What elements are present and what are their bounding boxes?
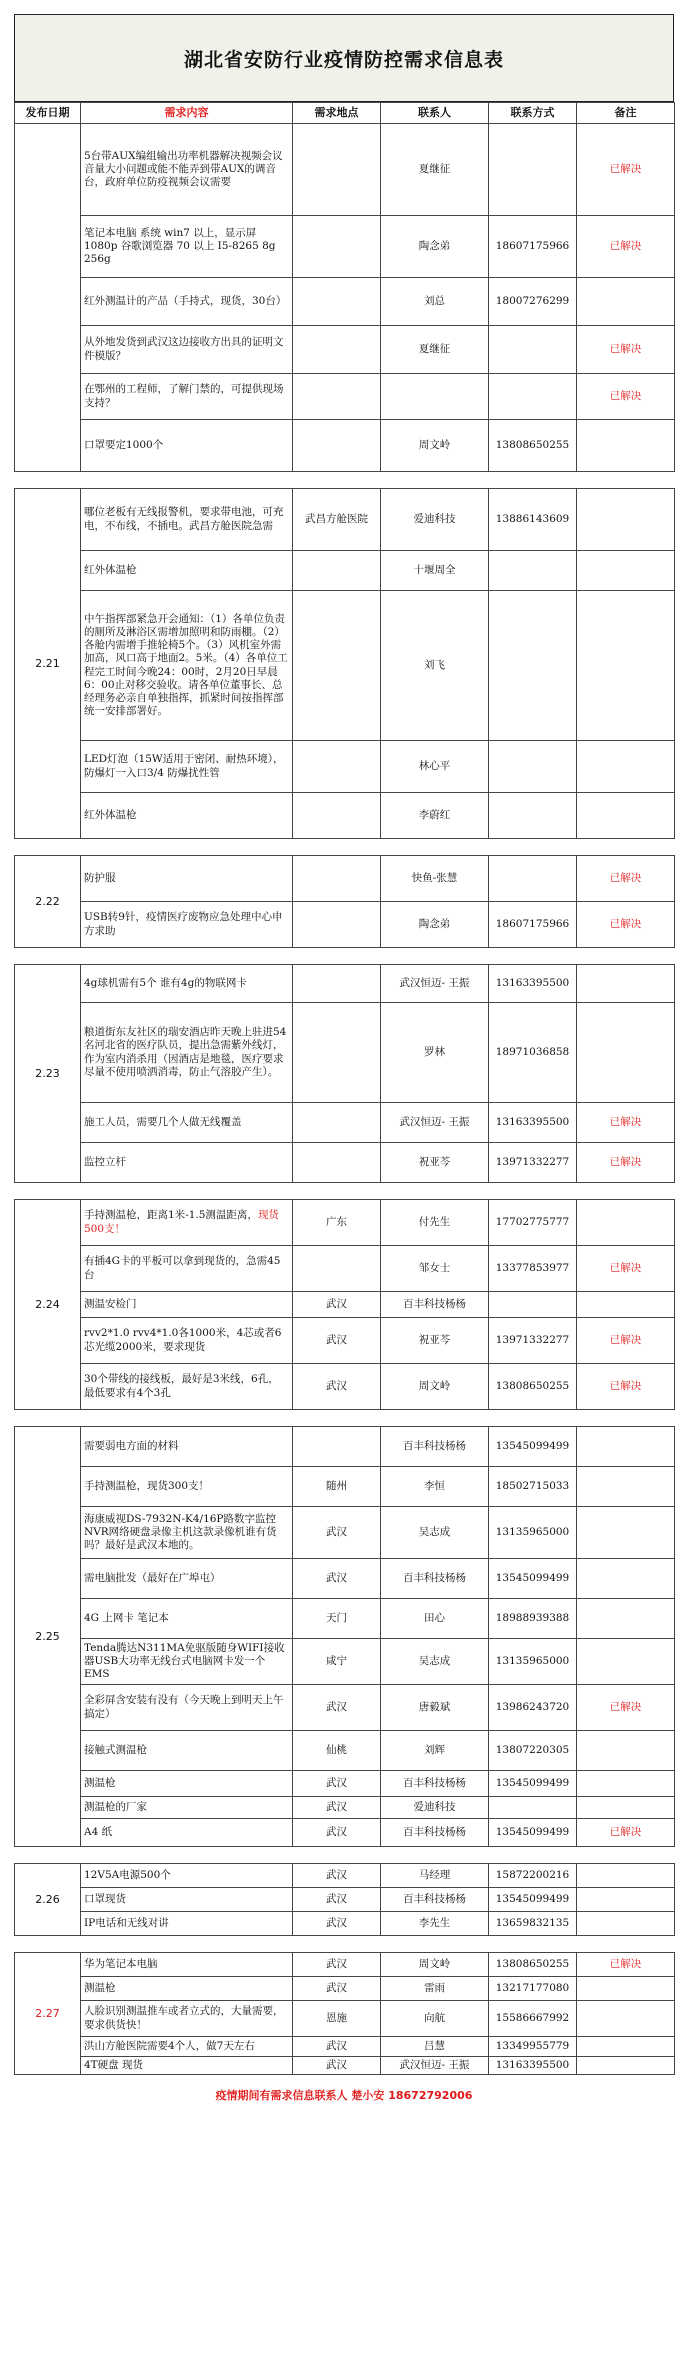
- footer-table: [14, 2075, 674, 2117]
- demand-place: 武汉: [293, 1685, 381, 1731]
- demand-content: 防护服: [81, 856, 293, 902]
- contact-person: 李蔚红: [381, 793, 489, 839]
- demand-content: 测温枪的厂家: [81, 1797, 293, 1819]
- demand-content: 12V5A电源500个: [81, 1864, 293, 1888]
- status-note: [577, 1797, 675, 1819]
- demand-place: [293, 420, 381, 472]
- demand-content: 红外体温枪: [81, 551, 293, 591]
- demand-content: 5台带AUX编组输出功率机器解决视频会议音量大小问题或能不能弄到带AUX的调音台，政府单位防疫视频会议需要: [81, 124, 293, 216]
- status-note: [577, 489, 675, 551]
- contact-person: 武汉恒迈- 王振: [381, 2057, 489, 2075]
- demand-content: IP电话和无线对讲: [81, 1912, 293, 1936]
- contact-person: 爱迪科技: [381, 489, 489, 551]
- contact-person: 邹女士: [381, 1246, 489, 1292]
- header-contact: 联系人: [381, 103, 489, 124]
- header-row: [15, 103, 675, 124]
- contact-phone: 17702775777: [489, 1200, 577, 1246]
- contact-phone: 13135965000: [489, 1507, 577, 1559]
- status-note: 已解决: [577, 1103, 675, 1143]
- demand-content: 4G 上网卡 笔记本: [81, 1599, 293, 1639]
- table-row: [15, 1771, 675, 1797]
- table-row: [15, 1888, 675, 1912]
- contact-phone: 18007276299: [489, 278, 577, 326]
- status-note: [577, 1507, 675, 1559]
- demand-content: 需电脑批发（最好在广埠屯）: [81, 1559, 293, 1599]
- table-row: [15, 1912, 675, 1936]
- status-note: [577, 1467, 675, 1507]
- header-date: 发布日期: [15, 103, 81, 124]
- demand-content: 30个带线的接线板，最好是3米线，6孔，最低要求有4个3孔: [81, 1364, 293, 1410]
- contact-phone: 13545099499: [489, 1771, 577, 1797]
- contact-person: 百丰科技杨杨: [381, 1771, 489, 1797]
- table-row: [15, 1639, 675, 1685]
- contact-phone: 13135965000: [489, 1639, 577, 1685]
- contact-person: 陶念弟: [381, 902, 489, 948]
- demand-place: [293, 902, 381, 948]
- demand-place: [293, 551, 381, 591]
- contact-phone: 13971332277: [489, 1143, 577, 1183]
- page-title: 湖北省安防行业疫情防控需求信息表: [14, 14, 674, 102]
- status-note: [577, 1771, 675, 1797]
- contact-person: 周文岭: [381, 420, 489, 472]
- status-note: [577, 793, 675, 839]
- demand-content: 红外体温枪: [81, 793, 293, 839]
- demand-place: [293, 1103, 381, 1143]
- table-row: [15, 965, 675, 1003]
- contact-person: 雷雨: [381, 1977, 489, 2001]
- contact-phone: 13971332277: [489, 1318, 577, 1364]
- demand-place: 武汉: [293, 1797, 381, 1819]
- table-body: [15, 124, 675, 2075]
- contact-person: 唐毅斌: [381, 1685, 489, 1731]
- demand-content: 4T硬盘 现货: [81, 2057, 293, 2075]
- publish-date: 2.21: [15, 489, 81, 839]
- table-row: [15, 1200, 675, 1246]
- status-note: [577, 1200, 675, 1246]
- contact-phone: 13886143609: [489, 489, 577, 551]
- header-note: 备注: [577, 103, 675, 124]
- contact-person: 百丰科技杨杨: [381, 1888, 489, 1912]
- status-note: 已解决: [577, 856, 675, 902]
- group-gap: [15, 948, 675, 965]
- table-row: [15, 1507, 675, 1559]
- demand-content: rvv2*1.0 rvv4*1.0各1000米，4芯或者6芯光缆2000米，要求现货: [81, 1318, 293, 1364]
- status-note: [577, 278, 675, 326]
- status-note: [577, 1731, 675, 1771]
- status-note: 已解决: [577, 1246, 675, 1292]
- contact-person: 百丰科技杨杨: [381, 1292, 489, 1318]
- demand-content: 中午指挥部紧急开会通知：（1）各单位负责的厕所及淋浴区需增加照明和防雨棚。（2）各舱内需增手推轮椅5个。（3）风机室外需加高，风口高于地面2。5米。（4）各单位工程完工时间今晚24：00时，2月20日早晨6：00止对移交验收。请各单位董事长、总经理务必亲自单独指挥，抓紧时间按指挥部统一安排部署好。: [81, 591, 293, 741]
- publish-date: [15, 124, 81, 472]
- status-note: 已解决: [577, 1318, 675, 1364]
- table-row: [15, 278, 675, 326]
- header-phone: 联系方式: [489, 103, 577, 124]
- demand-content: 需要弱电方面的材料: [81, 1427, 293, 1467]
- demand-content-text: 手持测温枪，距离1米-1.5测温距离，: [84, 1209, 258, 1222]
- table-row: [15, 2037, 675, 2057]
- demand-place: 武汉: [293, 1888, 381, 1912]
- demand-place: 恩施: [293, 2001, 381, 2037]
- group-gap: [15, 1936, 675, 1953]
- status-note: [577, 2037, 675, 2057]
- demand-content: [81, 1200, 293, 1246]
- contact-person: 爱迪科技: [381, 1797, 489, 1819]
- contact-person: 吕慧: [381, 2037, 489, 2057]
- contact-person: 夏继征: [381, 326, 489, 374]
- contact-phone: 13545099499: [489, 1888, 577, 1912]
- demand-place: [293, 374, 381, 420]
- contact-phone: 13163395500: [489, 2057, 577, 2075]
- status-note: 已解决: [577, 1819, 675, 1847]
- status-note: 已解决: [577, 326, 675, 374]
- status-note: [577, 1639, 675, 1685]
- header-place: 需求地点: [293, 103, 381, 124]
- table-row: [15, 793, 675, 839]
- status-note: [577, 1559, 675, 1599]
- table-row: [15, 216, 675, 278]
- status-note: [577, 1864, 675, 1888]
- status-note: 已解决: [577, 374, 675, 420]
- demand-place: 随州: [293, 1467, 381, 1507]
- publish-date: 2.23: [15, 965, 81, 1183]
- table-row: [15, 1797, 675, 1819]
- status-note: [577, 591, 675, 741]
- demand-place: [293, 1143, 381, 1183]
- contact-phone: 15586667992: [489, 2001, 577, 2037]
- demand-place: 武汉: [293, 1364, 381, 1410]
- footer-contact: 疫情期间有需求信息联系人 楚小安 18672792006: [215, 2089, 473, 2103]
- demand-content: 监控立杆: [81, 1143, 293, 1183]
- table-row: [15, 591, 675, 741]
- table-row: [15, 1427, 675, 1467]
- contact-person: [381, 374, 489, 420]
- contact-phone: [489, 591, 577, 741]
- demand-place: 武汉: [293, 2057, 381, 2075]
- status-note: 已解决: [577, 902, 675, 948]
- table-row: [15, 124, 675, 216]
- contact-phone: 13217177080: [489, 1977, 577, 2001]
- header-content: 需求内容: [81, 103, 293, 124]
- contact-phone: [489, 374, 577, 420]
- demand-content: 接触式测温枪: [81, 1731, 293, 1771]
- table-row: [15, 1819, 675, 1847]
- publish-date: 2.26: [15, 1864, 81, 1936]
- contact-person: 祝亚芩: [381, 1318, 489, 1364]
- demand-content: 口罩要定1000个: [81, 420, 293, 472]
- demand-place: 武汉: [293, 2037, 381, 2057]
- contact-person: 罗林: [381, 1003, 489, 1103]
- contact-person: 十堰周全: [381, 551, 489, 591]
- contact-phone: 13808650255: [489, 1953, 577, 1977]
- table-row: [15, 1292, 675, 1318]
- contact-phone: [489, 741, 577, 793]
- status-note: 已解决: [577, 216, 675, 278]
- demand-content: 测温安检门: [81, 1292, 293, 1318]
- table-row: [15, 1864, 675, 1888]
- contact-phone: 13545099499: [489, 1559, 577, 1599]
- table-row: [15, 1318, 675, 1364]
- contact-phone: 13807220305: [489, 1731, 577, 1771]
- contact-person: 付先生: [381, 1200, 489, 1246]
- contact-person: 吴志成: [381, 1507, 489, 1559]
- status-note: [577, 1292, 675, 1318]
- status-note: 已解决: [577, 124, 675, 216]
- table-row: [15, 489, 675, 551]
- table-row: [15, 1685, 675, 1731]
- table-row: [15, 1143, 675, 1183]
- demand-place: [293, 1003, 381, 1103]
- demand-content: 海康威视DS-7932N-K4/16P路数字监控NVR网络硬盘录像主机这款录像机谁有货吗？最好是武汉本地的。: [81, 1507, 293, 1559]
- demand-place: 武汉: [293, 1953, 381, 1977]
- contact-phone: 18607175966: [489, 216, 577, 278]
- demand-place: 武汉: [293, 1977, 381, 2001]
- demand-content: 测温枪: [81, 1771, 293, 1797]
- contact-phone: 15872200216: [489, 1864, 577, 1888]
- demand-place: [293, 965, 381, 1003]
- demand-content: Tenda腾达N311MA免驱版随身WIFI接收器USB大功率无线台式电脑网卡发一个EMS: [81, 1639, 293, 1685]
- demand-place: 武汉: [293, 1912, 381, 1936]
- contact-person: 百丰科技杨杨: [381, 1819, 489, 1847]
- demand-place: 武汉: [293, 1292, 381, 1318]
- demand-content: 洪山方舱医院需要4个人，做7天左右: [81, 2037, 293, 2057]
- contact-person: 快鱼-张慧: [381, 856, 489, 902]
- table-row: [15, 1246, 675, 1292]
- demand-content: 全彩屏含安装有没有（今天晚上到明天上午搞定）: [81, 1685, 293, 1731]
- demand-content: A4 纸: [81, 1819, 293, 1847]
- table-row: [15, 326, 675, 374]
- status-note: 已解决: [577, 1953, 675, 1977]
- group-gap: [15, 1410, 675, 1427]
- table-row: [15, 1977, 675, 2001]
- table-row: [15, 2057, 675, 2075]
- table-row: [15, 374, 675, 420]
- demand-place: 武汉: [293, 1771, 381, 1797]
- demand-content: 红外测温计的产品（手持式，现货，30台）: [81, 278, 293, 326]
- demand-place: 武汉: [293, 1507, 381, 1559]
- demand-content: 人脸识别测温推车或者立式的，大量需要，要求供货快！: [81, 2001, 293, 2037]
- demand-content: 哪位老板有无线报警机，要求带电池，可充电，不布线，不插电。武昌方舱医院急需: [81, 489, 293, 551]
- contact-person: 向航: [381, 2001, 489, 2037]
- publish-date: 2.27: [15, 1953, 81, 2075]
- status-note: [577, 1599, 675, 1639]
- contact-person: 夏继征: [381, 124, 489, 216]
- contact-person: 刘总: [381, 278, 489, 326]
- contact-phone: [489, 124, 577, 216]
- contact-person: 武汉恒迈- 王振: [381, 1103, 489, 1143]
- contact-phone: [489, 1292, 577, 1318]
- contact-person: 吴志成: [381, 1639, 489, 1685]
- status-note: [577, 1427, 675, 1467]
- contact-phone: 18607175966: [489, 902, 577, 948]
- status-note: [577, 741, 675, 793]
- contact-phone: 13545099499: [489, 1427, 577, 1467]
- publish-date: 2.22: [15, 856, 81, 948]
- demand-content: 施工人员，需要几个人做无线覆盖: [81, 1103, 293, 1143]
- contact-phone: [489, 1797, 577, 1819]
- demand-place: 天门: [293, 1599, 381, 1639]
- demand-content: 手持测温枪，现货300支！: [81, 1467, 293, 1507]
- demand-content: USB转9针，疫情医疗废物应急处理中心申方求助: [81, 902, 293, 948]
- demand-place: [293, 1246, 381, 1292]
- contact-person: 武汉恒迈- 王振: [381, 965, 489, 1003]
- contact-phone: [489, 793, 577, 839]
- demand-content-highlight: 现货500支！: [84, 1209, 279, 1235]
- status-note: [577, 1888, 675, 1912]
- demand-content: 有插4G卡的平板可以拿到现货的，急需45台: [81, 1246, 293, 1292]
- demand-place: 武汉: [293, 1864, 381, 1888]
- contact-person: 百丰科技杨杨: [381, 1559, 489, 1599]
- status-note: [577, 2001, 675, 2037]
- status-note: [577, 551, 675, 591]
- contact-phone: 18971036858: [489, 1003, 577, 1103]
- table-row: [15, 1599, 675, 1639]
- contact-phone: 18988939388: [489, 1599, 577, 1639]
- demand-place: [293, 1427, 381, 1467]
- demand-table: [14, 102, 675, 2075]
- status-note: [577, 965, 675, 1003]
- contact-phone: 13377853977: [489, 1246, 577, 1292]
- publish-date: 2.25: [15, 1427, 81, 1847]
- group-gap: [15, 1183, 675, 1200]
- contact-person: 田心: [381, 1599, 489, 1639]
- sheet: [14, 14, 674, 2117]
- table-row: [15, 551, 675, 591]
- table-row: [15, 1467, 675, 1507]
- publish-date: 2.24: [15, 1200, 81, 1410]
- demand-place: [293, 591, 381, 741]
- contact-person: 刘飞: [381, 591, 489, 741]
- demand-content: 从外地发货到武汉这边接收方出具的证明文件模版？: [81, 326, 293, 374]
- contact-phone: 13986243720: [489, 1685, 577, 1731]
- contact-phone: 13349955779: [489, 2037, 577, 2057]
- table-row: [15, 1364, 675, 1410]
- contact-phone: 13163395500: [489, 965, 577, 1003]
- group-gap: [15, 1847, 675, 1864]
- table-row: [15, 1953, 675, 1977]
- demand-content: 口罩现货: [81, 1888, 293, 1912]
- status-note: 已解决: [577, 1143, 675, 1183]
- status-note: 已解决: [577, 1685, 675, 1731]
- contact-person: 李恒: [381, 1467, 489, 1507]
- group-gap: [15, 839, 675, 856]
- demand-place: [293, 793, 381, 839]
- contact-person: 周文岭: [381, 1364, 489, 1410]
- table-row: [15, 902, 675, 948]
- demand-place: 武汉: [293, 1318, 381, 1364]
- contact-phone: 13659832135: [489, 1912, 577, 1936]
- status-note: [577, 1003, 675, 1103]
- contact-phone: 13808650255: [489, 420, 577, 472]
- demand-place: [293, 278, 381, 326]
- contact-phone: [489, 326, 577, 374]
- status-note: [577, 2057, 675, 2075]
- demand-content: 粮道街东友社区的瑞安酒店昨天晚上驻进54名河北省的医疗队员，提出急需紫外线灯，作为室内消杀用（因酒店是地毯，医疗要求尽量不使用喷洒消毒，防止气溶胶产生）。: [81, 1003, 293, 1103]
- demand-place: 广东: [293, 1200, 381, 1246]
- contact-person: 林心平: [381, 741, 489, 793]
- contact-person: 陶念弟: [381, 216, 489, 278]
- demand-place: [293, 326, 381, 374]
- contact-person: 百丰科技杨杨: [381, 1427, 489, 1467]
- contact-phone: 13808650255: [489, 1364, 577, 1410]
- contact-phone: 13163395500: [489, 1103, 577, 1143]
- demand-content: 笔记本电脑 系统 win7 以上，显示屏 1080p 谷歌浏览器 70 以上 I5-8265 8g 256g: [81, 216, 293, 278]
- demand-content: 华为笔记本电脑: [81, 1953, 293, 1977]
- demand-content: 在鄂州的工程师，了解门禁的，可提供现场支持？: [81, 374, 293, 420]
- demand-place: 武汉: [293, 1559, 381, 1599]
- status-note: [577, 1977, 675, 2001]
- contact-phone: 18502715033: [489, 1467, 577, 1507]
- contact-phone: [489, 856, 577, 902]
- status-note: [577, 1912, 675, 1936]
- demand-place: 仙桃: [293, 1731, 381, 1771]
- demand-content: 测温枪: [81, 1977, 293, 2001]
- table-row: [15, 741, 675, 793]
- table-row: [15, 1559, 675, 1599]
- demand-place: 咸宁: [293, 1639, 381, 1685]
- table-row: [15, 1103, 675, 1143]
- contact-phone: 13545099499: [489, 1819, 577, 1847]
- table-row: [15, 2001, 675, 2037]
- demand-place: 武汉: [293, 1819, 381, 1847]
- contact-person: 刘辉: [381, 1731, 489, 1771]
- demand-place: 武昌方舱医院: [293, 489, 381, 551]
- status-note: [577, 420, 675, 472]
- table-row: [15, 1003, 675, 1103]
- demand-place: [293, 216, 381, 278]
- demand-place: [293, 124, 381, 216]
- contact-person: 李先生: [381, 1912, 489, 1936]
- demand-content: LED灯泡（15W适用于密闭、耐热环境），防爆灯一入口3/4 防爆扰性管: [81, 741, 293, 793]
- contact-phone: [489, 551, 577, 591]
- contact-person: 周文岭: [381, 1953, 489, 1977]
- contact-person: 马经理: [381, 1864, 489, 1888]
- group-gap: [15, 472, 675, 489]
- demand-content: 4g球机需有5个 谁有4g的物联网卡: [81, 965, 293, 1003]
- demand-place: [293, 856, 381, 902]
- demand-place: [293, 741, 381, 793]
- status-note: 已解决: [577, 1364, 675, 1410]
- table-row: [15, 1731, 675, 1771]
- table-row: [15, 856, 675, 902]
- contact-person: 祝亚芩: [381, 1143, 489, 1183]
- table-row: [15, 420, 675, 472]
